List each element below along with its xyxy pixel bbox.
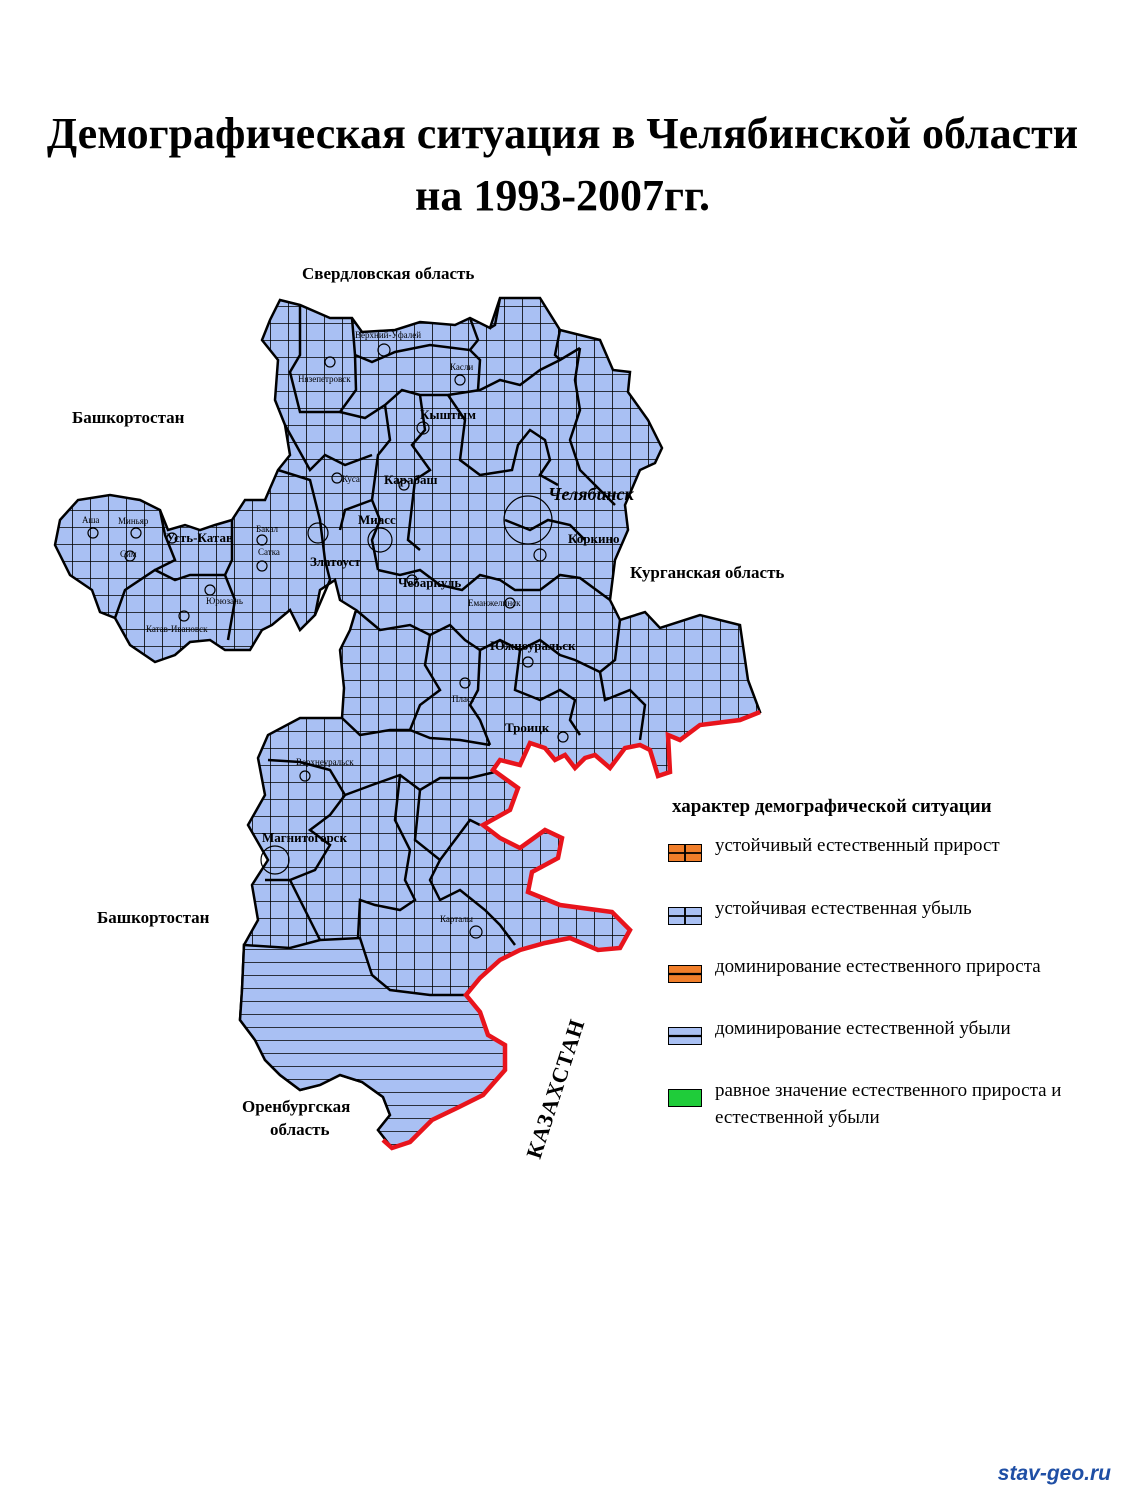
city-label-sim: Сим	[120, 549, 137, 559]
city-label-katav-ivanovsk: Катав-Ивановск	[146, 624, 208, 634]
city-label-satka: Сатка	[258, 547, 280, 557]
map-subtitle: на 1993-2007гг.	[414, 171, 710, 220]
site-watermark: stav-geo.ru	[997, 1462, 1111, 1485]
city-label-asha: Аша	[82, 515, 100, 525]
map-title: Демографическая ситуация в Челябинской области	[46, 109, 1079, 158]
city-label-karabash: Карабаш	[384, 472, 438, 487]
legend-label-dominant-growth: доминирование естественного прироста	[715, 956, 1041, 977]
city-label-kasli: Касли	[450, 362, 474, 372]
city-label-zlatoust: Златоуст	[310, 554, 361, 569]
legend-label-stable-decline: устойчивая естественная убыль	[715, 898, 972, 919]
legend-swatch-equal	[668, 1089, 702, 1107]
neighbor-label-kazakhstan: КАЗАХСТАН	[520, 1015, 590, 1162]
city-label-yuryuzan: Юрюзань	[206, 596, 243, 606]
city-label-troitsk: Троицк	[505, 720, 550, 735]
city-label-verkhneuralsk: Верхнеуральск	[296, 757, 354, 767]
neighbor-label-orenburg-line2: область	[270, 1120, 330, 1139]
city-label-kusa: Куса	[342, 474, 360, 484]
city-label-chelyabinsk: Челябинск	[548, 484, 634, 504]
city-label-ust-katav: Усть-Катав	[166, 530, 233, 545]
city-label-plast: Пласт	[452, 694, 475, 704]
neighbor-label-orenburg-line1: Оренбургская	[242, 1097, 351, 1116]
legend-label-dominant-decline: доминирование естественной убыли	[715, 1018, 1011, 1039]
city-label-bakal: Бакал	[256, 524, 278, 534]
city-label-magnitogorsk: Магнитогорск	[262, 830, 347, 845]
legend-swatch-stable-decline	[668, 907, 702, 925]
legend-label-equal: равное значение естественного прироста и естественной убыли	[715, 1080, 1062, 1128]
city-label-korkino: Коркино	[568, 531, 620, 546]
legend-label-stable-growth: устойчивый естественный прирост	[715, 835, 1000, 856]
legend-swatch-dominant-growth	[668, 965, 702, 983]
city-label-yemanzhelinsk: Еманжелинск	[468, 598, 521, 608]
city-label-kartaly: Карталы	[440, 914, 473, 924]
city-label-yuzhnouralsk: Южноуральск	[490, 638, 576, 653]
city-label-verkhniy-ufaley: Верхний-Уфалей	[355, 330, 422, 340]
city-label-minyar: Миньяр	[118, 516, 149, 526]
city-label-chebarkul: Чебаркуль	[398, 575, 462, 590]
legend-title: характер демографической ситуации	[672, 796, 992, 817]
legend-swatch-dominant-decline	[668, 1027, 702, 1045]
neighbor-label-sverdlovsk: Свердловская область	[302, 264, 475, 283]
city-label-miass: Миасс	[358, 512, 396, 527]
city-label-kyshtym: Кыштым	[420, 407, 476, 422]
neighbor-label-bashkortostan-north: Башкортостан	[72, 408, 185, 427]
legend-swatch-stable-growth	[668, 844, 702, 862]
city-label-nyazepetrovsk: Нязепетровск	[298, 374, 351, 384]
neighbor-label-bashkortostan-south: Башкортостан	[97, 908, 210, 927]
neighbor-label-kurgan: Курганская область	[630, 563, 785, 582]
